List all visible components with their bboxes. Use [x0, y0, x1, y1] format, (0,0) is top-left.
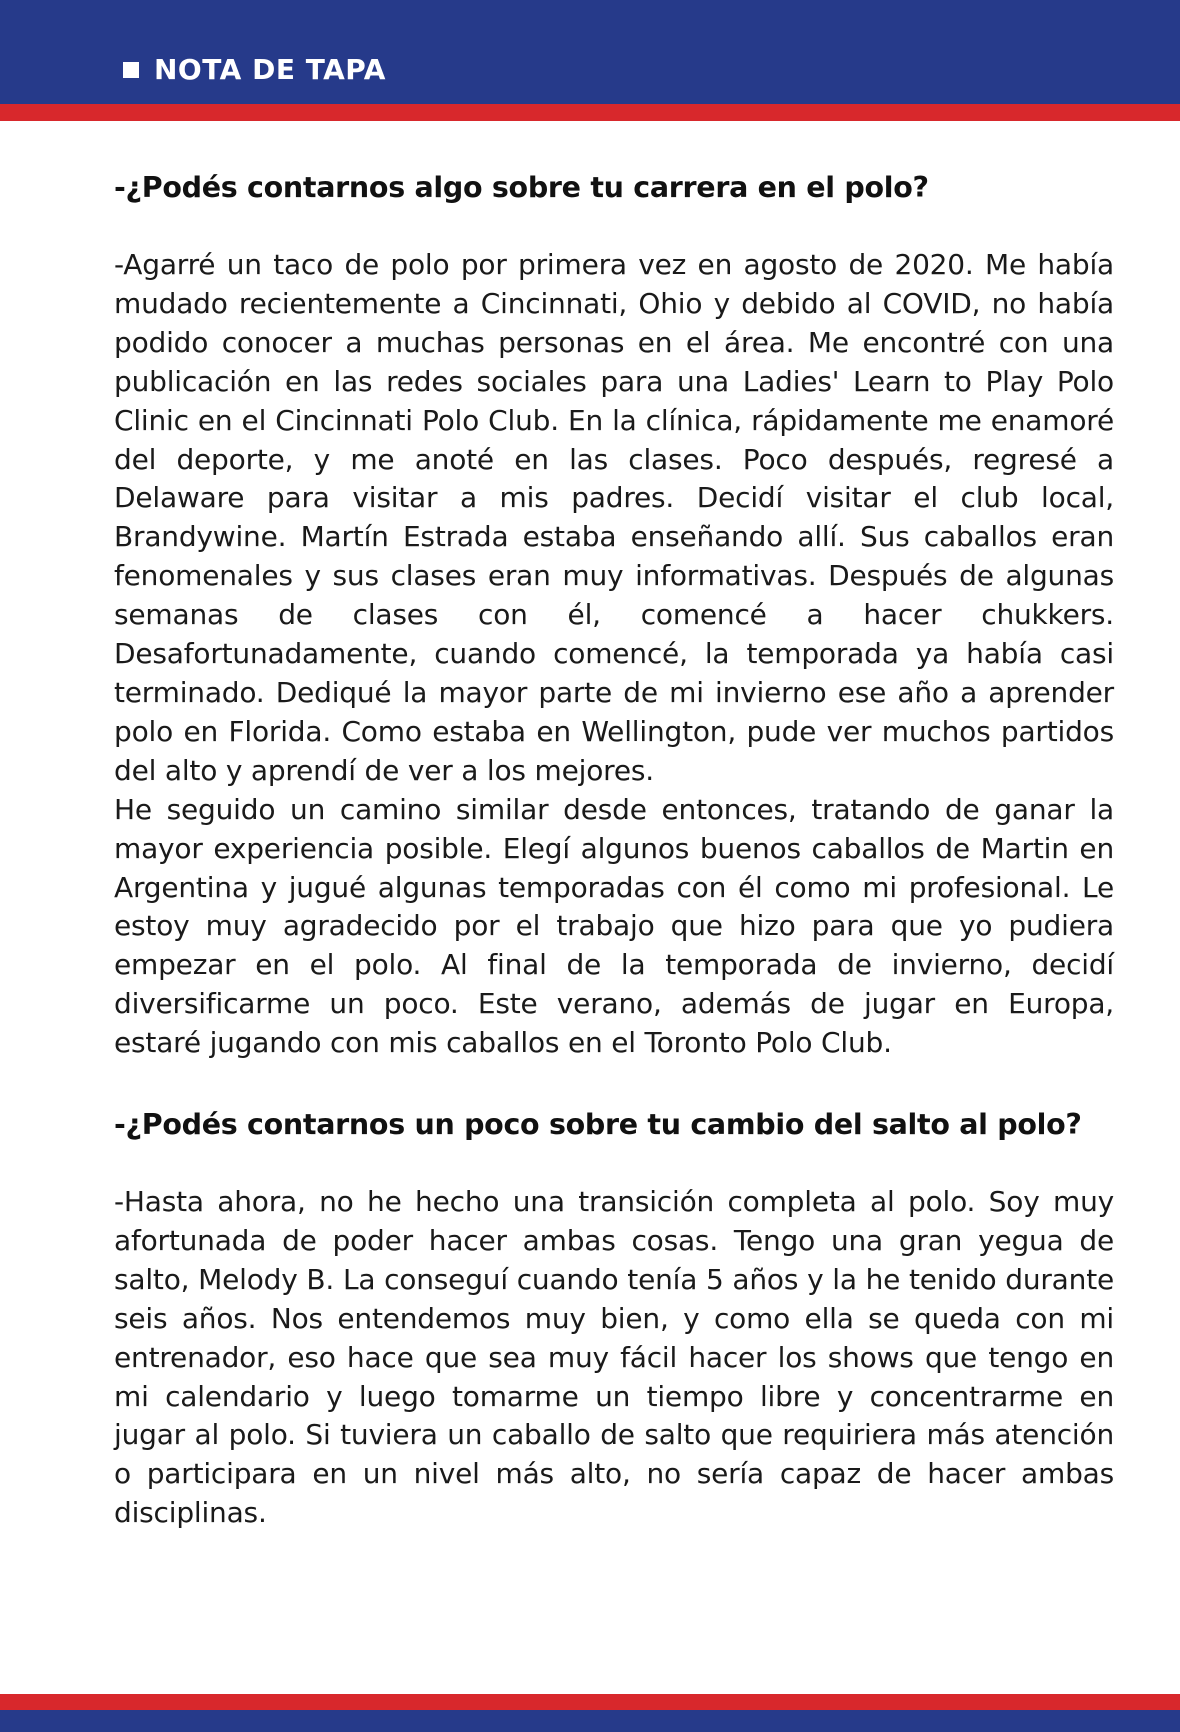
- answer-1-paragraph-1: -Agarré un taco de polo por primera vez en agosto de 2020. Me había mudado recientemente a Cincinnati, Ohio y debido al COVID, no había podido conocer a muchas personas en el área. Me encontré con una publicación en las redes sociales para una Ladies' Learn to Play Polo Clinic en el Cincinnati Polo Club. En la clínica, rápidamente me enamoré del deporte, y me anoté en las clases. Poco después, regresé a Delaware para visitar a mis padres. Decidí visitar el club local, Brandywine. Martín Estrada estaba enseñando allí. Sus caballos eran fenomenales y sus clases eran muy informativas. Después de algunas semanas de clases con él, comencé a hacer chukkers. Desafortunadamente, cuando comencé, la temporada ya había casi terminado. Dediqué la mayor parte de mi invierno ese año a aprender polo en Florida. Como estaba en Wellington, pude ver muchos partidos del alto y aprendí de ver a los mejores.: [114, 248, 1114, 787]
- question-1: -¿Podés contarnos algo sobre tu carrera en el polo?: [114, 171, 929, 204]
- answer-2: -Hasta ahora, no he hecho una transición completa al polo. Soy muy afortunada de poder hacer ambas cosas. Tengo una gran yegua de salto, Melody B. La conseguí cuando tenía 5 años y la he tenido durante seis años. Nos entendemos muy bien, y como ella se queda con mi entrenador, eso hace que sea muy fácil hacer los shows que tengo en mi calendario y luego tomarme un tiempo libre y concentrarme en jugar al polo. Si tuviera un caballo de salto que requiriera más atención o participara en un nivel más alto, no sería capaz de hacer ambas disciplinas.: [114, 1185, 1114, 1530]
- footer-band: [0, 1710, 1180, 1732]
- answer-1-paragraph-2: He seguido un camino similar desde entonces, tratando de ganar la mayor experiencia posible. Elegí algunos buenos caballos de Martin en Argentina y jugué algunas temporadas con él como mi profesional. Le estoy muy agradecido por el trabajo que hizo para que yo pudiera empezar en el polo. Al final de la temporada de invierno, decidí diversificarme un poco. Este verano, además de jugar en Europa, estaré jugando con mis caballos en el Toronto Polo Club.: [114, 792, 1114, 1060]
- square-bullet-icon: [123, 62, 139, 78]
- section-label-text: NOTA DE TAPA: [154, 53, 386, 86]
- footer-stripe: [0, 1694, 1180, 1710]
- section-label: [123, 50, 386, 90]
- header-stripe: [0, 104, 1180, 121]
- question-2: -¿Podés contarnos un poco sobre tu cambio del salto al polo?: [114, 1108, 1082, 1142]
- article-body: [114, 168, 1114, 1533]
